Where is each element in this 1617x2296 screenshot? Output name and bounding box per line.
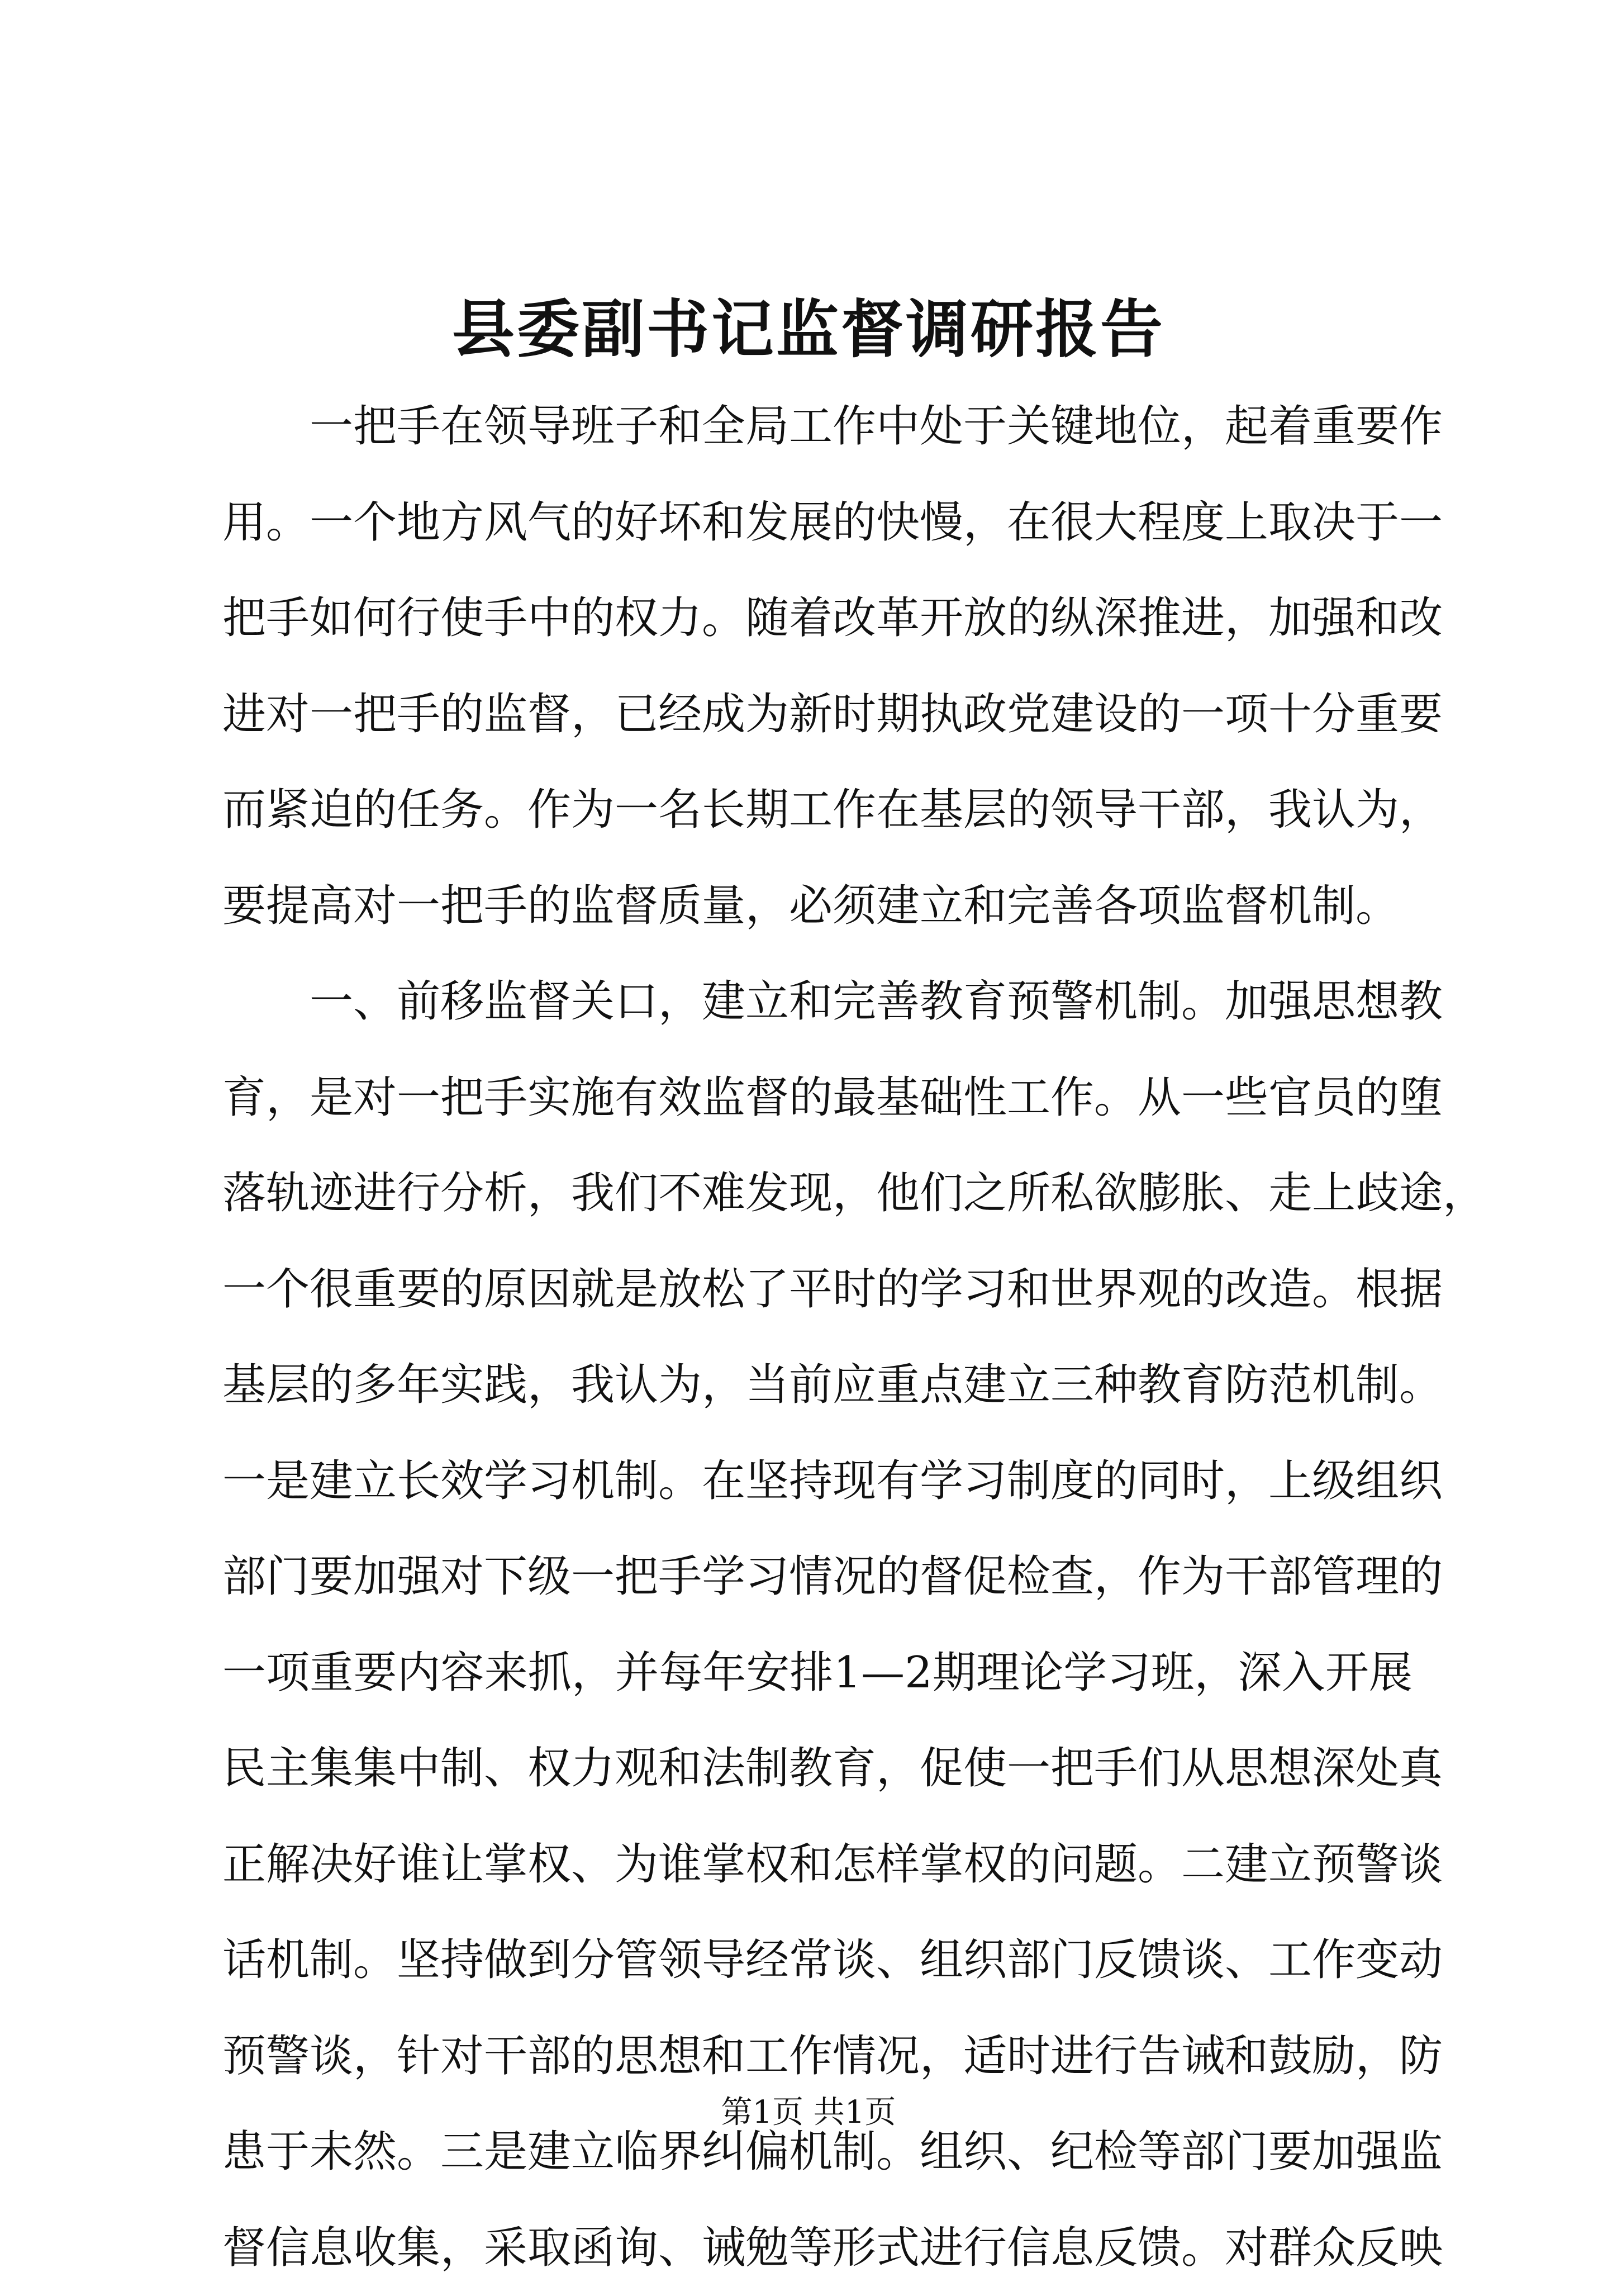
body-line: 正解决好谁让掌权、为谁掌权和怎样掌权的问题。二建立预警谈 bbox=[222, 1817, 1413, 1913]
body-line: 一把手在领导班子和全局工作中处于关键地位，起着重要作 bbox=[222, 379, 1413, 475]
body-line: 患于未然。三是建立临界纠偏机制。组织、纪检等部门要加强监 bbox=[222, 2104, 1413, 2200]
body-line: 预警谈，针对干部的思想和工作情况，适时进行告诫和鼓励，防 bbox=[222, 2009, 1413, 2105]
body-line: 一、前移监督关口，建立和完善教育预警机制。加强思想教 bbox=[222, 954, 1413, 1050]
body-line: 要提高对一把手的监督质量，必须建立和完善各项监督机制。 bbox=[222, 858, 1413, 955]
body-line: 一项重要内容来抓，并每年安排1—2期理论学习班，深入开展 bbox=[222, 1625, 1413, 1721]
body-line: 部门要加强对下级一把手学习情况的督促检查，作为干部管理的 bbox=[222, 1529, 1413, 1625]
document-title: 县委副书记监督调研报告 bbox=[0, 291, 1617, 369]
body-line: 一个很重要的原因就是放松了平时的学习和世界观的改造。根据 bbox=[222, 1242, 1413, 1338]
body-line: 而紧迫的任务。作为一名长期工作在基层的领导干部，我认为， bbox=[222, 762, 1413, 858]
body-line: 话机制。坚持做到分管领导经常谈、组织部门反馈谈、工作变动 bbox=[222, 1913, 1413, 2009]
body-line: 用。一个地方风气的好坏和发展的快慢，在很大程度上取决于一 bbox=[222, 475, 1413, 571]
body-line: 育，是对一把手实施有效监督的最基础性工作。从一些官员的堕 bbox=[222, 1050, 1413, 1146]
document-body bbox=[222, 379, 1413, 2296]
body-line: 民主集集中制、权力观和法制教育，促使一把手们从思想深处真 bbox=[222, 1721, 1413, 1817]
body-line: 督信息收集，采取函询、诫勉等形式进行信息反馈。对群众反映 bbox=[222, 2200, 1413, 2296]
body-line: 把手如何行使手中的权力。随着改革开放的纵深推进，加强和改 bbox=[222, 571, 1413, 667]
body-line: 落轨迹进行分析，我们不难发现，他们之所私欲膨胀、走上歧途， bbox=[222, 1146, 1413, 1242]
body-line: 进对一把手的监督，已经成为新时期执政党建设的一项十分重要 bbox=[222, 667, 1413, 763]
body-line: 一是建立长效学习机制。在坚持现有学习制度的同时，上级组织 bbox=[222, 1434, 1413, 1530]
body-line: 基层的多年实践，我认为，当前应重点建立三种教育防范机制。 bbox=[222, 1337, 1413, 1434]
page-footer: 第1页 共1页 bbox=[0, 2093, 1617, 2132]
